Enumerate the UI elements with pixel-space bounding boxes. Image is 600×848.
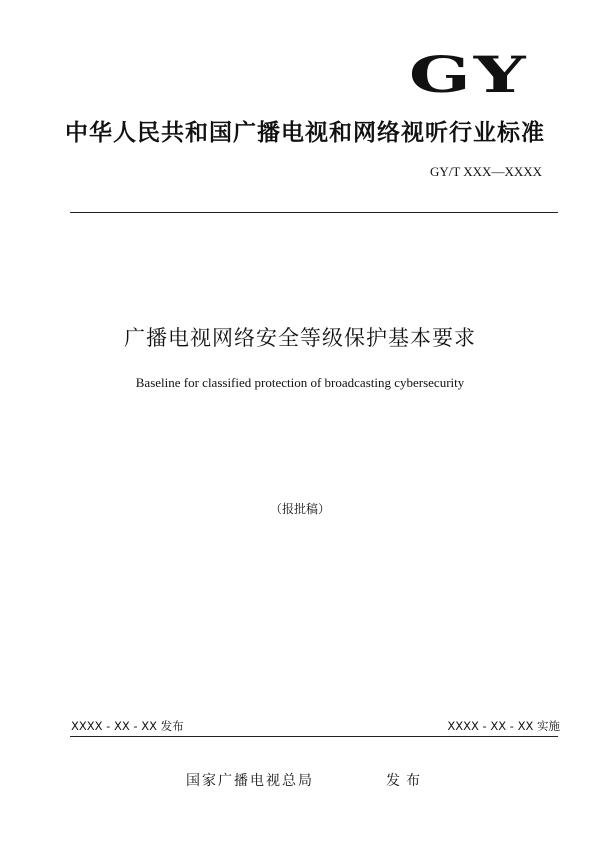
standard-number: GY/T XXX—XXXX xyxy=(429,164,542,179)
document-title: 广播电视网络安全等级保护基本要求 xyxy=(124,326,476,350)
org-title: 中华人民共和国广播电视和网络视听行业标准 xyxy=(65,120,545,146)
top-divider xyxy=(70,212,558,213)
issue-date: XXXX - XX - XX 发布 xyxy=(71,719,184,733)
bottom-divider xyxy=(70,736,558,737)
publisher: 国家广播电视总局 xyxy=(186,773,314,789)
publish-label: 发布 xyxy=(386,773,426,789)
document-title-english: Baseline for classified protection of broadcasting cybersecurity xyxy=(135,375,465,390)
draft-status: （报批稿） xyxy=(269,502,330,516)
standard-logo: GY xyxy=(408,45,528,104)
implementation-date: XXXX - XX - XX 实施 xyxy=(447,719,560,733)
